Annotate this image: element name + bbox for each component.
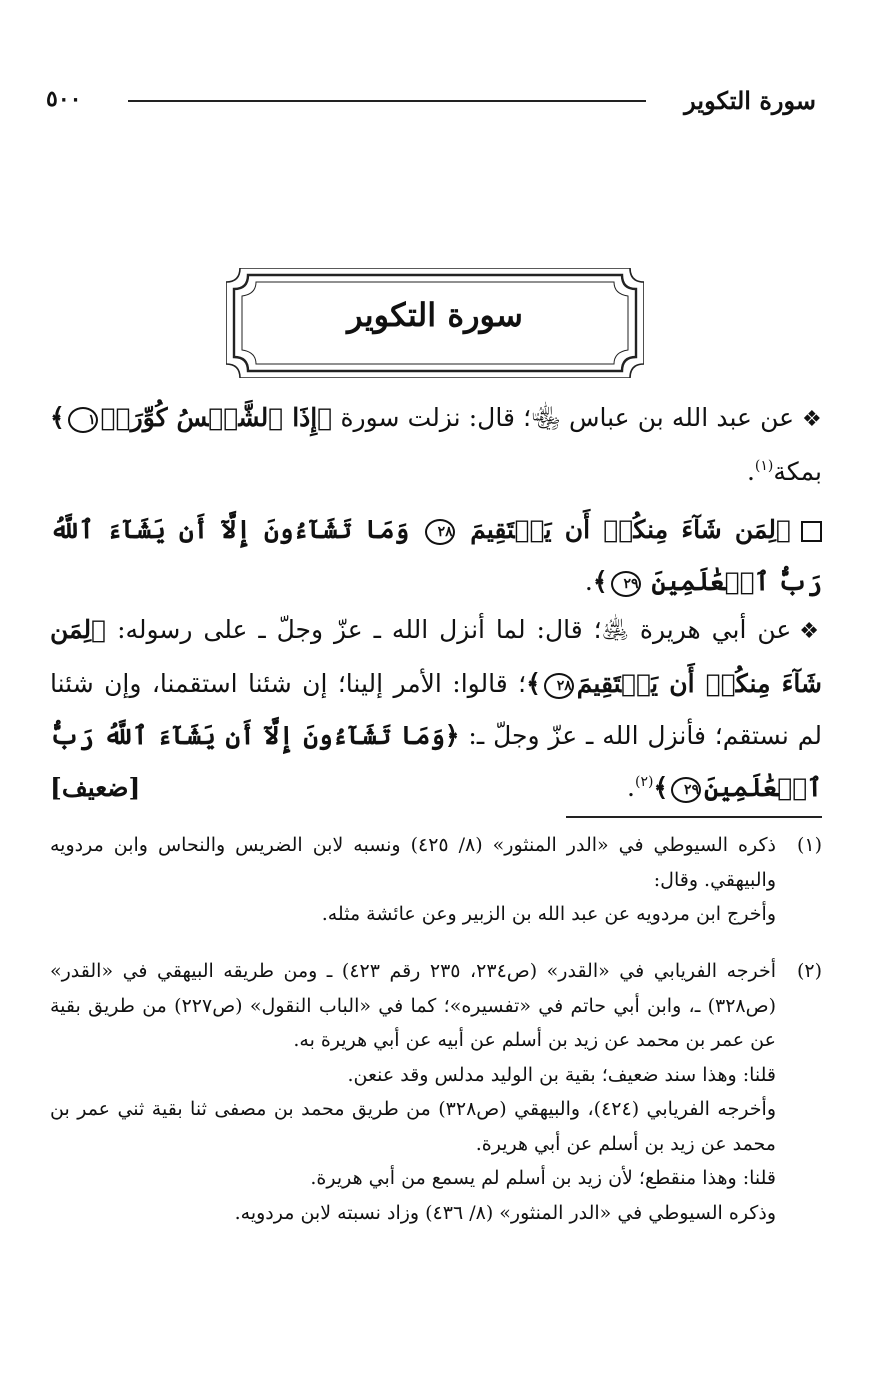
footnote-1 bbox=[50, 828, 822, 932]
footnote-text: أخرجه الفريابي في «القدر» (ص٢٣٤، ٢٣٥ رقم ٤٢٣) ـ ومن طريقه البيهقي في «القدر» (ص٣٢٨) ـ، وابن أبي حاتم في «تفسيره»؛ كما في «الباب النقول» (ص٢٢٧) من طريق بقية عن عمر بن محمد عن زيد بن أسلم عن أبيه عن أبي هريرة به. bbox=[50, 960, 777, 1051]
ayah-number-marker: ٢٩ bbox=[671, 777, 701, 803]
running-header bbox=[46, 84, 816, 120]
quran-quote: ﴿لِمَن شَآءَ مِنكُمۡ أَن يَسۡتَقِيمَ bbox=[50, 615, 822, 698]
hadith-paragraph-2 bbox=[50, 604, 822, 814]
narration-text: عن أبي هريرة ﵁؛ قال: لما أنزل الله ـ عزّ وجلّ ـ على رسوله: bbox=[117, 615, 792, 644]
ayah-number-marker: ٢٨ bbox=[425, 519, 455, 545]
footnote-text: وأخرج ابن مردويه عن عبد الله بن الزبير وعن عائشة مثله. bbox=[321, 903, 776, 925]
footnote-2 bbox=[50, 954, 822, 1230]
ayah-number-marker: ٢٩ bbox=[611, 571, 641, 597]
narration-text: بمكة bbox=[773, 457, 822, 486]
ayah-number-marker: ١ bbox=[68, 407, 98, 433]
full-stop: . bbox=[746, 457, 755, 486]
page-number: ٥٠٠ bbox=[46, 86, 82, 112]
verse-paragraph bbox=[50, 504, 822, 608]
ayah-number-marker: ٢٨ bbox=[544, 673, 574, 699]
footnote-text: ذكره السيوطي في «الدر المنثور» (٨/ ٤٢٥) ونسبه لابن الضريس والنحاس وابن مردويه والبيهقي. وقال: bbox=[50, 834, 776, 891]
full-stop: . bbox=[584, 567, 593, 596]
narration-text: ؛ قالوا: الأمر إلينا؛ إن شئنا استقمنا، وإن شئنا لم نستقم؛ فأنزل الله ـ عزّ وجلّ ـ: bbox=[50, 669, 822, 750]
quran-bracket: ﴾ bbox=[653, 773, 669, 802]
footnote-reference: (١) bbox=[754, 458, 774, 474]
footnote-text: قلنا: وهذا منقطع؛ لأن زيد بن أسلم لم يسمع من أبي هريرة. bbox=[310, 1167, 776, 1189]
footnote-reference: (٢) bbox=[634, 774, 654, 790]
diamond-bullet-icon: ❖ bbox=[799, 619, 822, 644]
hadith-grade: [ضعيف] bbox=[50, 773, 141, 802]
quran-quote: ﴿لِمَن شَآءَ مِنكُمۡ أَن يَسۡتَقِيمَ bbox=[470, 515, 791, 544]
diamond-bullet-icon: ❖ bbox=[802, 407, 822, 432]
footnote-text: قلنا: وهذا سند ضعيف؛ بقية بن الوليد مدلس وقد عنعن. bbox=[347, 1063, 776, 1086]
quran-bracket: ﴾ bbox=[50, 403, 65, 432]
surah-title-frame bbox=[226, 268, 644, 378]
footnote-number: (٢) bbox=[796, 960, 822, 982]
footnote-rule bbox=[566, 816, 822, 818]
footnote-text: وذكره السيوطي في «الدر المنثور» (٨/ ٤٣٦) وزاد نسبته لابن مردويه. bbox=[234, 1201, 776, 1224]
footnote-number: (١) bbox=[796, 834, 822, 856]
quran-bracket: ﴾ bbox=[592, 567, 608, 596]
quran-bracket: ﴾ bbox=[526, 669, 541, 698]
narration-text: عن عبد الله بن عباس ﵄؛ قال: نزلت سورة bbox=[340, 403, 795, 432]
quran-quote: وَمَا تَشَآءُونَ إِلَّآ أَن يَشَآءَ ٱللَّهُ رَبُّ ٱلۡعَٰلَمِينَ bbox=[50, 515, 822, 596]
hadith-paragraph-1 bbox=[50, 392, 822, 498]
full-stop: . bbox=[627, 773, 635, 802]
header-rule bbox=[128, 100, 646, 102]
quran-quote: ﴿وَمَا تَشَآءُونَ إِلَّآ أَن يَشَآءَ ٱللَّهُ رَبُّ ٱلۡعَٰلَمِينَ bbox=[50, 721, 822, 802]
quran-quote: ﴿إِذَا ٱلشَّمۡسُ كُوِّرَتۡ bbox=[100, 403, 333, 432]
footnote-text: وأخرجه الفريابي (٤٢٤)، والبيهقي (ص٣٢٨) من طريق محمد بن مصفى ثنا بقية ثني عمر بن محمد عن زيد بن أسلم عن أبي هريرة. bbox=[50, 1098, 776, 1155]
surah-title: سورة التكوير bbox=[347, 296, 523, 334]
square-bullet-icon bbox=[801, 521, 822, 542]
running-title: سورة التكوير bbox=[684, 86, 816, 115]
